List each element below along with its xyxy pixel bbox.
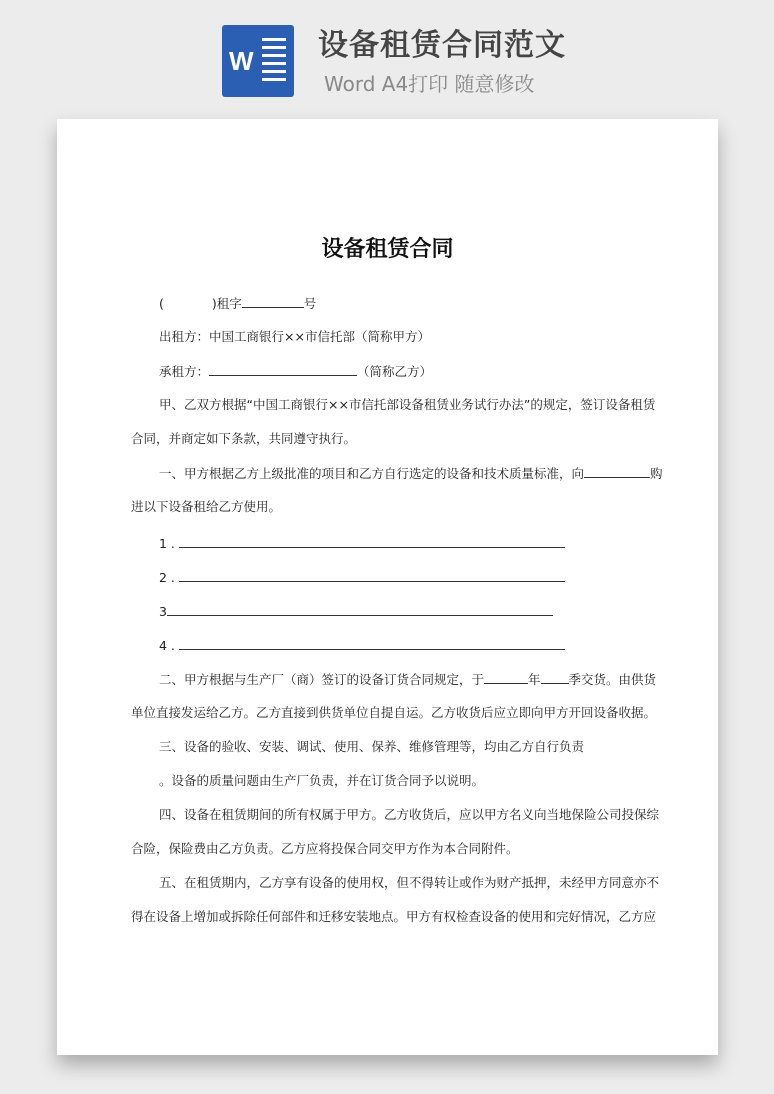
clause-5-line-1: 五、在租赁期内，乙方享有设备的使用权，但不得转让或作为财产抵押，未经甲方同意亦不	[159, 875, 660, 890]
ref-close: )租字	[211, 296, 242, 311]
clause-2-line-2: 单位直接发运给乙方。乙方直接到供货单位自提自运。乙方收货后应立即向甲方开回设备收据。	[131, 705, 657, 720]
equipment-blank[interactable]	[179, 567, 565, 582]
ref-end: 号	[303, 296, 317, 311]
word-icon-letter: W	[229, 46, 254, 76]
clause-4-line-1: 四、设备在租赁期间的所有权属于甲方。乙方收货后，应以甲方名义向当地保险公司投保综	[159, 807, 660, 822]
intro-line-2: 合同，并商定如下条款，共同遵守执行。	[131, 431, 357, 446]
lessee-suffix: （简称乙方）	[357, 364, 433, 379]
word-icon	[222, 25, 294, 97]
banner	[0, 0, 774, 112]
clause-1-text: 一、甲方根据乙方上级批准的项目和乙方自行选定的设备和技术质量标准，向	[159, 466, 585, 481]
clause-4-line-2: 合险，保险费由乙方负责。乙方应将投保合同交甲方作为本合同附件。	[131, 841, 519, 856]
banner-subtitle: Word A4打印 随意修改	[324, 72, 535, 96]
ref-open: (	[159, 296, 164, 311]
clause-1-verb: 购	[650, 466, 663, 481]
banner-title: 设备租赁合同范文	[318, 28, 566, 63]
equipment-item-2	[159, 567, 679, 588]
clause-3-line-1: 三、设备的验收、安装、调试、使用、保养、维修管理等，均由乙方自行负责	[159, 739, 585, 754]
clause-2-delivery: 季交货。由供货	[568, 672, 657, 687]
document-page	[57, 119, 718, 1055]
reference-line	[159, 293, 679, 314]
clause-1-line-2: 进以下设备租给乙方使用。	[131, 499, 282, 514]
equipment-blank[interactable]	[179, 635, 565, 650]
intro-line-1: 甲、乙双方根据“中国工商银行××市信托部设备租赁业务试行办法”的规定，签订设备租赁	[159, 397, 656, 412]
lessee-label: 承租方：	[159, 364, 210, 379]
year-blank[interactable]	[484, 669, 528, 684]
clause-2-year: 年	[528, 672, 541, 687]
equipment-item-1	[159, 533, 679, 554]
item-number: 1 .	[159, 536, 175, 551]
ref-number-blank[interactable]	[242, 293, 304, 308]
clause-3-line-2: 。设备的质量问题由生产厂负责，并在订货合同予以说明。	[159, 773, 485, 788]
item-number: 4 .	[159, 638, 175, 653]
equipment-blank[interactable]	[167, 601, 553, 616]
clause-2-line-1	[159, 669, 679, 690]
word-icon-lines	[262, 38, 286, 86]
equipment-item-3	[159, 601, 679, 622]
clause-2-text: 二、甲方根据与生产厂（商）签订的设备订货合同规定，于	[159, 672, 485, 687]
equipment-item-4	[159, 635, 679, 656]
lessor-line: 出租方：中国工商银行××市信托部（简称甲方）	[159, 329, 430, 344]
supplier-blank[interactable]	[584, 463, 650, 478]
clause-5-line-2: 得在设备上增加或拆除任何部件和迁移安装地点。甲方有权检查设备的使用和完好情况，乙方应	[131, 909, 657, 924]
clause-1-line-1	[159, 463, 679, 484]
document-title: 设备租赁合同	[321, 237, 454, 262]
item-number: 3	[159, 604, 167, 619]
item-number: 2 .	[159, 570, 175, 585]
equipment-blank[interactable]	[179, 533, 565, 548]
lessee-line	[159, 361, 679, 382]
quarter-blank[interactable]	[541, 669, 569, 684]
lessee-name-blank[interactable]	[209, 361, 357, 376]
